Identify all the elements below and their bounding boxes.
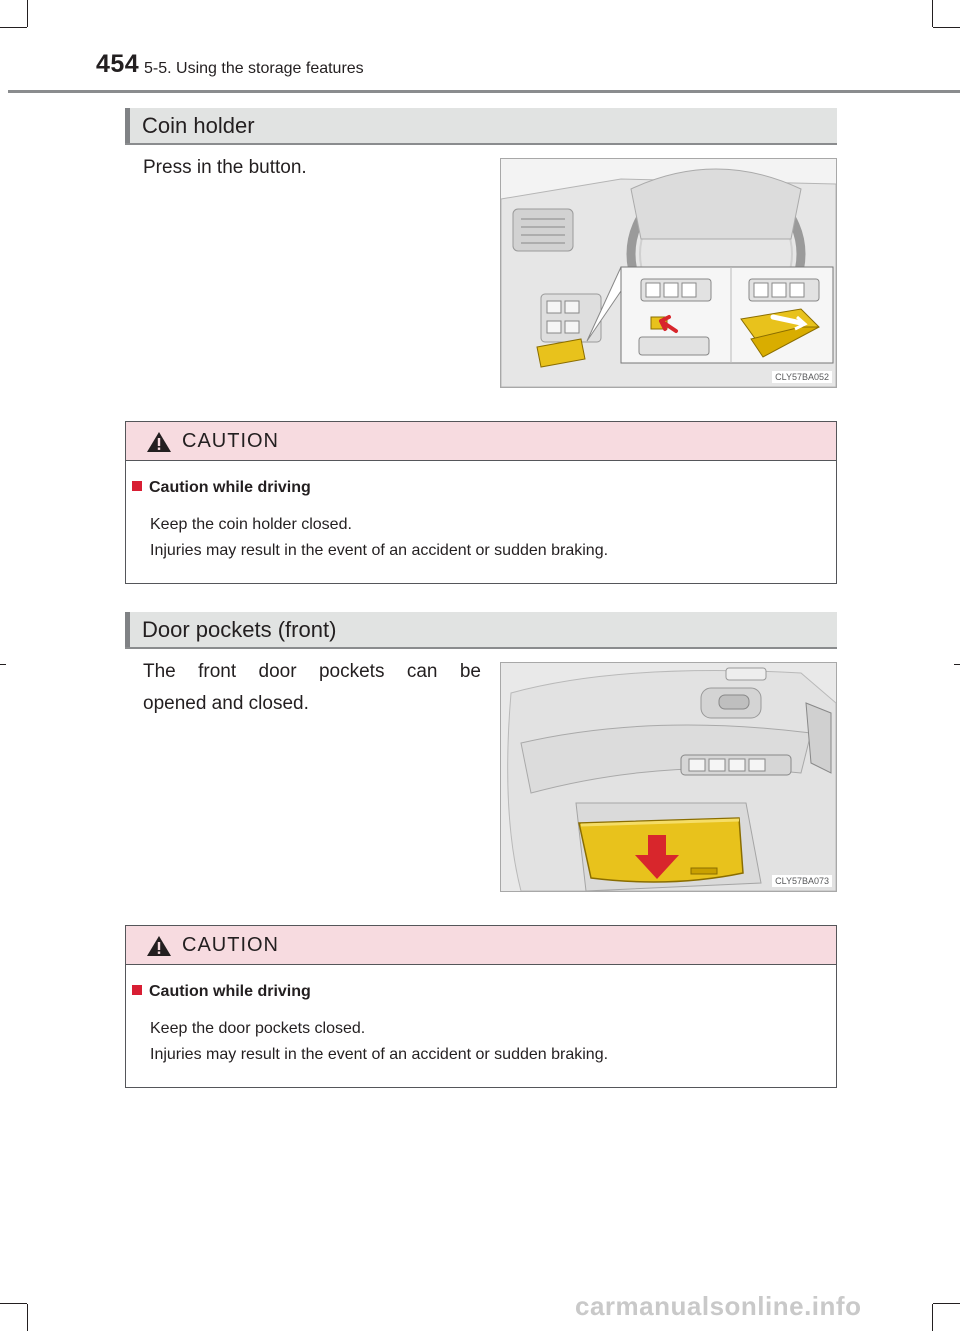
caution-box-coin-holder <box>125 421 837 584</box>
caution-subheading <box>132 984 311 1000</box>
crop-mark <box>954 664 960 665</box>
crop-mark <box>932 0 933 27</box>
red-square-bullet-icon <box>132 481 142 491</box>
caution-subheading <box>132 480 311 496</box>
body-line: opened and closed. <box>143 693 309 714</box>
caution-line: Keep the coin holder closed. <box>150 516 352 533</box>
crop-mark <box>933 27 960 28</box>
caution-subheading-text: Caution while driving <box>149 479 311 496</box>
header-rule <box>8 90 960 93</box>
chapter-title: 5-5. Using the storage features <box>144 60 364 77</box>
warning-triangle-icon <box>146 935 172 957</box>
caution-subheading-text: Caution while driving <box>149 983 311 1000</box>
crop-mark <box>27 0 28 27</box>
figure-code: CLY57BA073 <box>772 875 832 887</box>
warning-triangle-icon <box>146 431 172 453</box>
caution-title: CAUTION <box>182 934 279 956</box>
caution-body <box>150 512 608 564</box>
crop-mark <box>0 664 6 665</box>
caution-box-door-pockets <box>125 925 837 1088</box>
heading-bar <box>125 612 130 647</box>
caution-line: Injuries may result in the event of an accident or sudden braking. <box>150 1046 609 1063</box>
caution-title: CAUTION <box>182 430 279 452</box>
section-title: Coin holder <box>142 113 255 138</box>
red-square-bullet-icon <box>132 985 142 995</box>
watermark: carmanualsonline.info <box>575 1291 862 1321</box>
crop-mark <box>932 1304 933 1331</box>
page-number: 454 <box>96 50 140 78</box>
crop-mark <box>0 27 27 28</box>
caution-header <box>126 926 836 965</box>
section-title: Door pockets (front) <box>142 617 337 642</box>
crop-mark <box>0 1303 27 1304</box>
coin-holder-illustration <box>500 158 837 388</box>
coin-holder-instruction: Press in the button. <box>143 157 307 178</box>
crop-mark <box>27 1304 28 1331</box>
body-line: The front door pockets can be <box>143 661 481 682</box>
caution-body <box>150 1016 608 1068</box>
crop-mark <box>933 1303 960 1304</box>
caution-header <box>126 422 836 461</box>
door-pockets-instruction <box>143 656 481 720</box>
heading-bar <box>125 108 130 143</box>
figure-code: CLY57BA052 <box>772 371 832 383</box>
door-pockets-illustration <box>500 662 837 892</box>
section-heading-door-pockets <box>125 612 837 649</box>
section-heading-coin-holder <box>125 108 837 145</box>
caution-line: Keep the door pockets closed. <box>150 1020 366 1037</box>
caution-line: Injuries may result in the event of an accident or sudden braking. <box>150 542 609 559</box>
